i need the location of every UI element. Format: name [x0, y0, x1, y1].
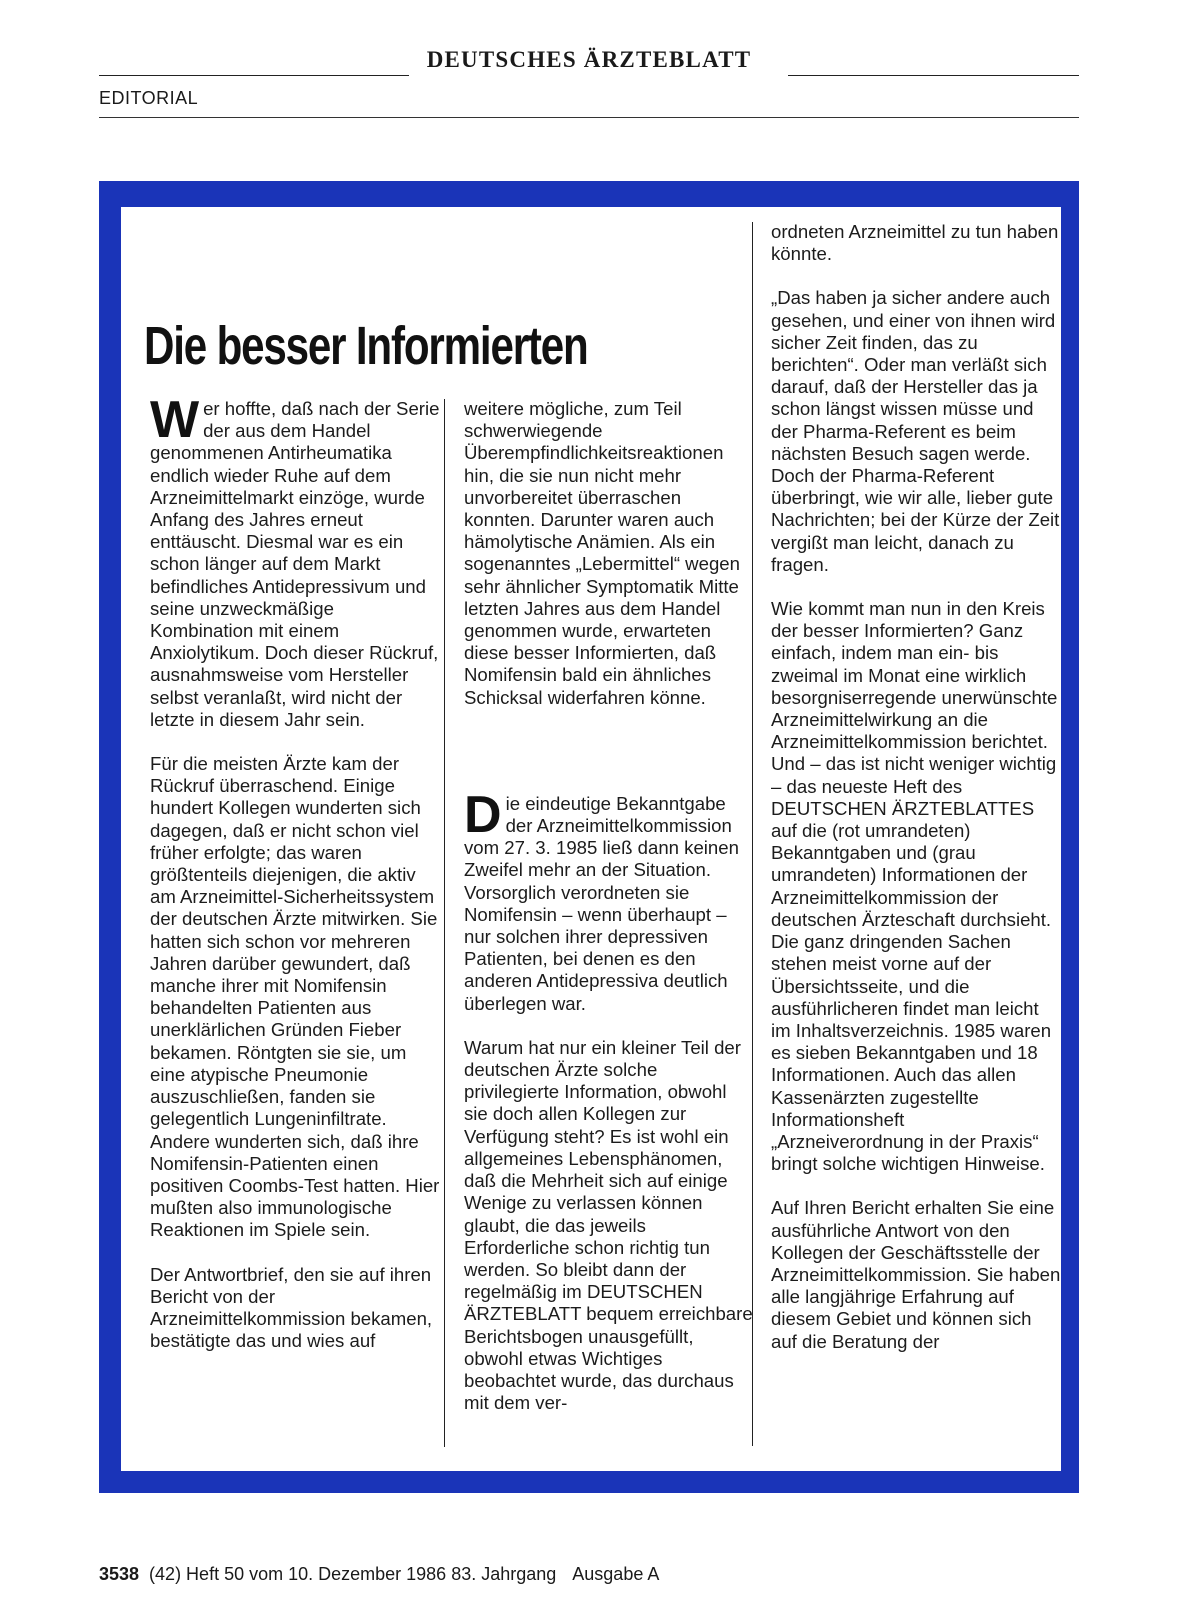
- column-divider: [444, 399, 445, 1447]
- paragraph: Warum hat nur ein kleiner Teil der deutschen Ärzte solche privilegierte Information, obwohl sie doch allen Kollegen zur Verfügung steht? Es ist wohl ein allgemeines Lebensphänomen, daß die Mehrheit sich auf einige Wenige zu verlassen können glaubt, die das jeweils Erforderliche schon richtig tun werden. So bleibt dann der regelmäßig im DEUTSCHEN ÄRZTEBLATT bequem erreichbare Berichtsbogen unausgefüllt, obwohl etwas Wichtiges beobachtet wurde, das durchaus mit dem ver-: [464, 1036, 753, 1414]
- article-column-1: [150, 391, 440, 1374]
- masthead: [0, 44, 1178, 74]
- paragraph-gap: [464, 731, 754, 793]
- section-rule: [99, 117, 1079, 118]
- paragraph: ordneten Arzneimittel zu tun haben könnte.: [771, 221, 1059, 265]
- paragraph: Wie kommt man nun in den Kreis der besser Informierten? Ganz einfach, indem man ein- bis zweimal im Monat eine wirklich besorgniserregende unerwünschte Arzneimittelwirkung an die Arzneimittelkommission berichtet. Und – das ist nicht weniger wichtig – das neueste Heft des DEUTSCHEN ÄRZTEBLATTES auf die (rot umrandeten) Bekanntgaben und (grau umrandeten) Informationen der Arzneimittelkommission der deutschen Ärzteschaft durchsieht. Die ganz dringenden Sachen stehen meist vorne auf der Übersichtsseite, und die ausführlicheren findet man leicht im Inhaltsverzeichnis. 1985 waren es sieben Bekanntgaben und 18 Informationen. Auch das allen Kassenärzten zugestellte Informationsheft „Arzneiverordnung in der Praxis“ bringt solche wichtigen Hinweise.: [771, 598, 1058, 1175]
- paragraph: weitere mögliche, zum Teil schwerwiegende Überempfindlichkeitsreaktionen hin, die sie nun nicht mehr unvorbereitet überraschen konnten. Darunter waren auch hämolytische Anämien. Als ein sogenanntes „Lebermittel“ wegen sehr ähnlicher Symptomatik Mitte letzten Jahres aus dem Handel genommen wurde, erwarteten diese besser Informierten, daß Nomifensin bald ein ähnliches Schicksal widerfahren könne.: [464, 398, 740, 708]
- page-number: 3538: [99, 1564, 140, 1584]
- paragraph: Für die meisten Ärzte kam der Rückruf überraschend. Einige hundert Kollegen wunderten sich dagegen, daß er nicht schon viel früher erfolgte; das waren größtenteils diejenigen, die aktiv am Arzneimittel-Sicherheitssystem der deutschen Ärzte mitwirken. Sie hatten sich schon vor mehreren Jahren darüber gewundert, daß manche ihrer mit Nomifensin behandelten Patienten aus unerklärlichen Gründen Fieber bekamen. Röntgten sie sie, um eine atypische Pneumonie auszuschließen, fanden sie gelegentlich Lungeninfiltrate. Andere wunderten sich, daß ihre Nomifensin-Patienten einen positiven Coombs-Test hatten. Hier mußten also immunologische Reaktionen im Spiele sein.: [150, 753, 440, 1241]
- article-frame: [99, 181, 1079, 1493]
- journal-title: DEUTSCHES ÄRZTEBLATT: [426, 47, 752, 72]
- article-headline: Die besser Informierten: [144, 316, 588, 376]
- paragraph: Der Antwortbrief, den sie auf ihren Bericht von der Arzneimittelkommission bekamen, bestätigte das und wies auf: [150, 1263, 433, 1352]
- issue-info: (42) Heft 50 vom 10. Dezember 1986 83. Jahrgang: [149, 1564, 557, 1584]
- paragraph: „Das haben ja sicher andere auch gesehen, und einer von ihnen wird sicher Zeit finden, das zu berichten“. Oder man verläßt sich darauf, daß der Hersteller das ja schon längst wissen müsse und der Pharma-Referent es beim nächsten Besuch sagen werde. Doch der Pharma-Referent überbringt, wie wir alle, lieber gute Nachrichten; bei der Kürze der Zeit vergißt man leicht, danach zu fragen.: [771, 287, 1060, 575]
- paragraph: Auf Ihren Bericht erhalten Sie eine ausführliche Antwort von den Kollegen der Geschäftsstelle der Arzneimittelkommission. Sie haben alle langjährige Erfahrung auf diesem Gebiet und können sich auf die Beratung der: [771, 1197, 1061, 1352]
- section-label: EDITORIAL: [99, 88, 199, 108]
- paragraph: [150, 391, 440, 731]
- article-column-2: [464, 398, 754, 1436]
- paragraph: [464, 785, 754, 1015]
- masthead-rule-right: [788, 75, 1079, 76]
- paragraph-text: ie eindeutige Bekanntgabe der Arzneimittelkommission vom 27. 3. 1985 ließ dann keinen Zweifel mehr an der Situation. Vorsorglich verordneten sie Nomifensin – wenn überhaupt – nur solchen ihrer depressiven Patienten, bei denen es den anderen Antidepressiva deutlich überlegen war.: [464, 792, 739, 1014]
- masthead-rule-left: [99, 75, 409, 76]
- drop-cap: D: [464, 785, 502, 844]
- paragraph-text: er hoffte, daß nach der Serie der aus dem Handel genommenen Antirheumatika endlich wieder Ruhe auf dem Arzneimittelmarkt einzöge, wurde Anfang des Jahres erneut enttäuscht. Diesmal war es ein schon länger auf dem Markt befindliches Antidepressivum und seine unzweckmäßige Kombination mit einem Anxiolytikum. Doch dieser Rückruf, ausnahmsweise vom Hersteller selbst veranlaßt, wird nicht der letzte in diesem Jahr sein.: [150, 398, 440, 730]
- page-footer: [99, 1564, 659, 1585]
- edition-label: Ausgabe A: [572, 1564, 660, 1584]
- article-body: [121, 207, 1061, 1471]
- drop-cap: W: [150, 391, 200, 449]
- article-column-3: [771, 221, 1061, 1375]
